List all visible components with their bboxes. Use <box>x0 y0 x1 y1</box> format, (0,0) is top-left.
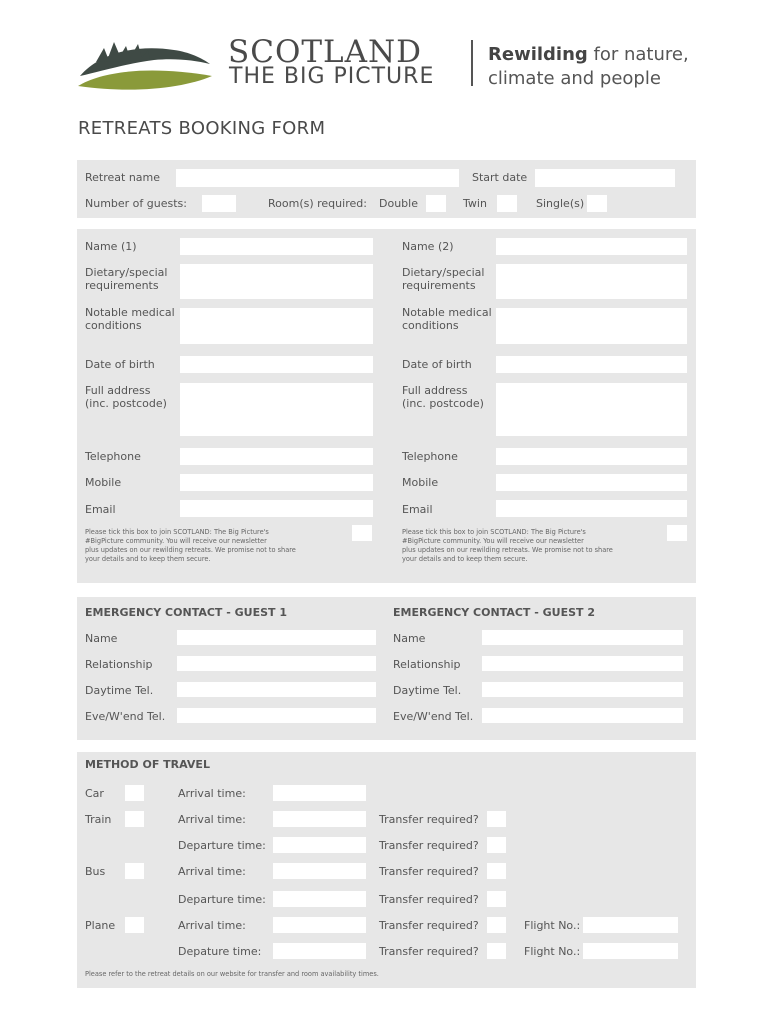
g2-dietary-input[interactable] <box>496 264 687 299</box>
tagline-rest: for nature, <box>587 44 689 65</box>
car-arrival-label: Arrival time: <box>178 787 246 800</box>
guests-label: Number of guests: <box>85 197 187 210</box>
g1-email-input[interactable] <box>180 500 373 517</box>
bus-departure-label: Departure time: <box>178 893 266 906</box>
em1-name-input[interactable] <box>177 630 376 645</box>
guests-input[interactable] <box>202 195 236 212</box>
g1-dietary-label: Dietary/special requirements <box>85 266 168 292</box>
g1-dietary-input[interactable] <box>180 264 373 299</box>
bus-departure-input[interactable] <box>273 891 366 907</box>
plane-arrival-transfer-label: Transfer required? <box>379 919 479 932</box>
brand-line-1: SCOTLAND <box>228 34 422 70</box>
plane-arrival-flight-label: Flight No.: <box>524 919 581 932</box>
em1-relationship-label: Relationship <box>85 658 153 671</box>
g1-name-label: Name (1) <box>85 240 137 253</box>
em1-relationship-input[interactable] <box>177 656 376 671</box>
train-arrival-transfer-label: Transfer required? <box>379 813 479 826</box>
g1-dob-input[interactable] <box>180 356 373 373</box>
tagline-line-2: climate and people <box>488 68 661 89</box>
em1-name-label: Name <box>85 632 118 645</box>
car-checkbox[interactable] <box>125 785 144 801</box>
g2-telephone-input[interactable] <box>496 448 687 465</box>
em1-evening-input[interactable] <box>177 708 376 723</box>
travel-footnote: Please refer to the retreat details on our website for transfer and room availability times. <box>85 970 379 978</box>
em2-relationship-input[interactable] <box>482 656 683 671</box>
tagline-bold: Rewilding <box>488 44 588 65</box>
g2-mobile-input[interactable] <box>496 474 687 491</box>
g1-mobile-label: Mobile <box>85 476 122 489</box>
rooms-label: Room(s) required: <box>268 197 367 210</box>
g2-medical-input[interactable] <box>496 308 687 344</box>
train-arrival-input[interactable] <box>273 811 366 827</box>
retreat-name-input[interactable] <box>176 169 459 187</box>
g2-name-label: Name (2) <box>402 240 454 253</box>
plane-departure-input[interactable] <box>273 943 366 959</box>
train-arrival-label: Arrival time: <box>178 813 246 826</box>
twin-input[interactable] <box>497 195 517 212</box>
train-departure-input[interactable] <box>273 837 366 853</box>
g1-email-label: Email <box>85 503 116 516</box>
bus-departure-transfer-label: Transfer required? <box>379 893 479 906</box>
g1-medical-input[interactable] <box>180 308 373 344</box>
g2-dob-input[interactable] <box>496 356 687 373</box>
g2-telephone-label: Telephone <box>402 450 458 463</box>
g2-mobile-label: Mobile <box>402 476 439 489</box>
g2-email-input[interactable] <box>496 500 687 517</box>
g2-newsletter-text: Please tick this box to join SCOTLAND: The Big Picture's #BigPicture community. You will receive our newsletter plus updates on our rewilding retreats. We promise not to share your details and to keep them secure. <box>402 528 613 563</box>
em1-daytime-input[interactable] <box>177 682 376 697</box>
g2-dietary-label: Dietary/special requirements <box>402 266 485 292</box>
header-divider <box>471 40 473 86</box>
car-label: Car <box>85 787 104 800</box>
g1-address-label: Full address (inc. postcode) <box>85 384 167 410</box>
single-label: Single(s) <box>536 197 585 210</box>
start-date-label: Start date <box>472 171 528 184</box>
twin-label: Twin <box>463 197 487 210</box>
train-departure-transfer-label: Transfer required? <box>379 839 479 852</box>
em2-daytime-input[interactable] <box>482 682 683 697</box>
plane-checkbox[interactable] <box>125 917 144 933</box>
double-input[interactable] <box>426 195 446 212</box>
retreat-name-label: Retreat name <box>85 171 161 184</box>
em1-evening-label: Eve/W'end Tel. <box>85 710 166 723</box>
train-departure-transfer-checkbox[interactable] <box>487 837 506 853</box>
em2-name-label: Name <box>393 632 426 645</box>
plane-arrival-transfer-checkbox[interactable] <box>487 917 506 933</box>
bus-arrival-input[interactable] <box>273 863 366 879</box>
bus-arrival-transfer-label: Transfer required? <box>379 865 479 878</box>
g1-telephone-input[interactable] <box>180 448 373 465</box>
start-date-input[interactable] <box>535 169 675 187</box>
plane-label: Plane <box>85 919 116 932</box>
travel-title: METHOD OF TRAVEL <box>85 758 210 771</box>
scotland-logo-icon <box>74 36 214 94</box>
g2-email-label: Email <box>402 503 433 516</box>
plane-departure-transfer-checkbox[interactable] <box>487 943 506 959</box>
emergency-g2-title: EMERGENCY CONTACT - GUEST 2 <box>393 606 596 619</box>
g1-dob-label: Date of birth <box>85 358 155 371</box>
bus-departure-transfer-checkbox[interactable] <box>487 891 506 907</box>
g1-medical-label: Notable medical conditions <box>85 306 175 332</box>
double-label: Double <box>379 197 418 210</box>
em2-evening-input[interactable] <box>482 708 683 723</box>
g1-telephone-label: Telephone <box>85 450 141 463</box>
form-title: RETREATS BOOKING FORM <box>78 118 326 139</box>
g2-dob-label: Date of birth <box>402 358 472 371</box>
g1-name-input[interactable] <box>180 238 373 255</box>
bus-arrival-label: Arrival time: <box>178 865 246 878</box>
tagline-line-1 <box>488 44 689 65</box>
single-input[interactable] <box>587 195 607 212</box>
train-checkbox[interactable] <box>125 811 144 827</box>
g2-name-input[interactable] <box>496 238 687 255</box>
em1-daytime-label: Daytime Tel. <box>85 684 154 697</box>
train-label: Train <box>85 813 112 826</box>
bus-checkbox[interactable] <box>125 863 144 879</box>
g1-mobile-input[interactable] <box>180 474 373 491</box>
plane-arrival-flight-input[interactable] <box>583 917 678 933</box>
g2-newsletter-checkbox[interactable] <box>667 525 687 541</box>
brand-line-2: THE BIG PICTURE <box>229 64 435 89</box>
train-arrival-transfer-checkbox[interactable] <box>487 811 506 827</box>
em2-evening-label: Eve/W'end Tel. <box>393 710 474 723</box>
em2-daytime-label: Daytime Tel. <box>393 684 462 697</box>
g1-address-input[interactable] <box>180 383 373 436</box>
bus-arrival-transfer-checkbox[interactable] <box>487 863 506 879</box>
plane-departure-label: Depature time: <box>178 945 262 958</box>
plane-departure-flight-input[interactable] <box>583 943 678 959</box>
plane-departure-flight-label: Flight No.: <box>524 945 581 958</box>
emergency-g1-title: EMERGENCY CONTACT - GUEST 1 <box>85 606 288 619</box>
g1-newsletter-text: Please tick this box to join SCOTLAND: The Big Picture's #BigPicture community. You will receive our newsletter plus updates on our rewilding retreats. We promise not to share your details and to keep them secure. <box>85 528 296 563</box>
g1-newsletter-checkbox[interactable] <box>352 525 372 541</box>
car-arrival-input[interactable] <box>273 785 366 801</box>
bus-label: Bus <box>85 865 106 878</box>
g2-medical-label: Notable medical conditions <box>402 306 492 332</box>
train-departure-label: Departure time: <box>178 839 266 852</box>
g2-address-label: Full address (inc. postcode) <box>402 384 484 410</box>
em2-relationship-label: Relationship <box>393 658 461 671</box>
g2-address-input[interactable] <box>496 383 687 436</box>
plane-departure-transfer-label: Transfer required? <box>379 945 479 958</box>
plane-arrival-label: Arrival time: <box>178 919 246 932</box>
em2-name-input[interactable] <box>482 630 683 645</box>
plane-arrival-input[interactable] <box>273 917 366 933</box>
